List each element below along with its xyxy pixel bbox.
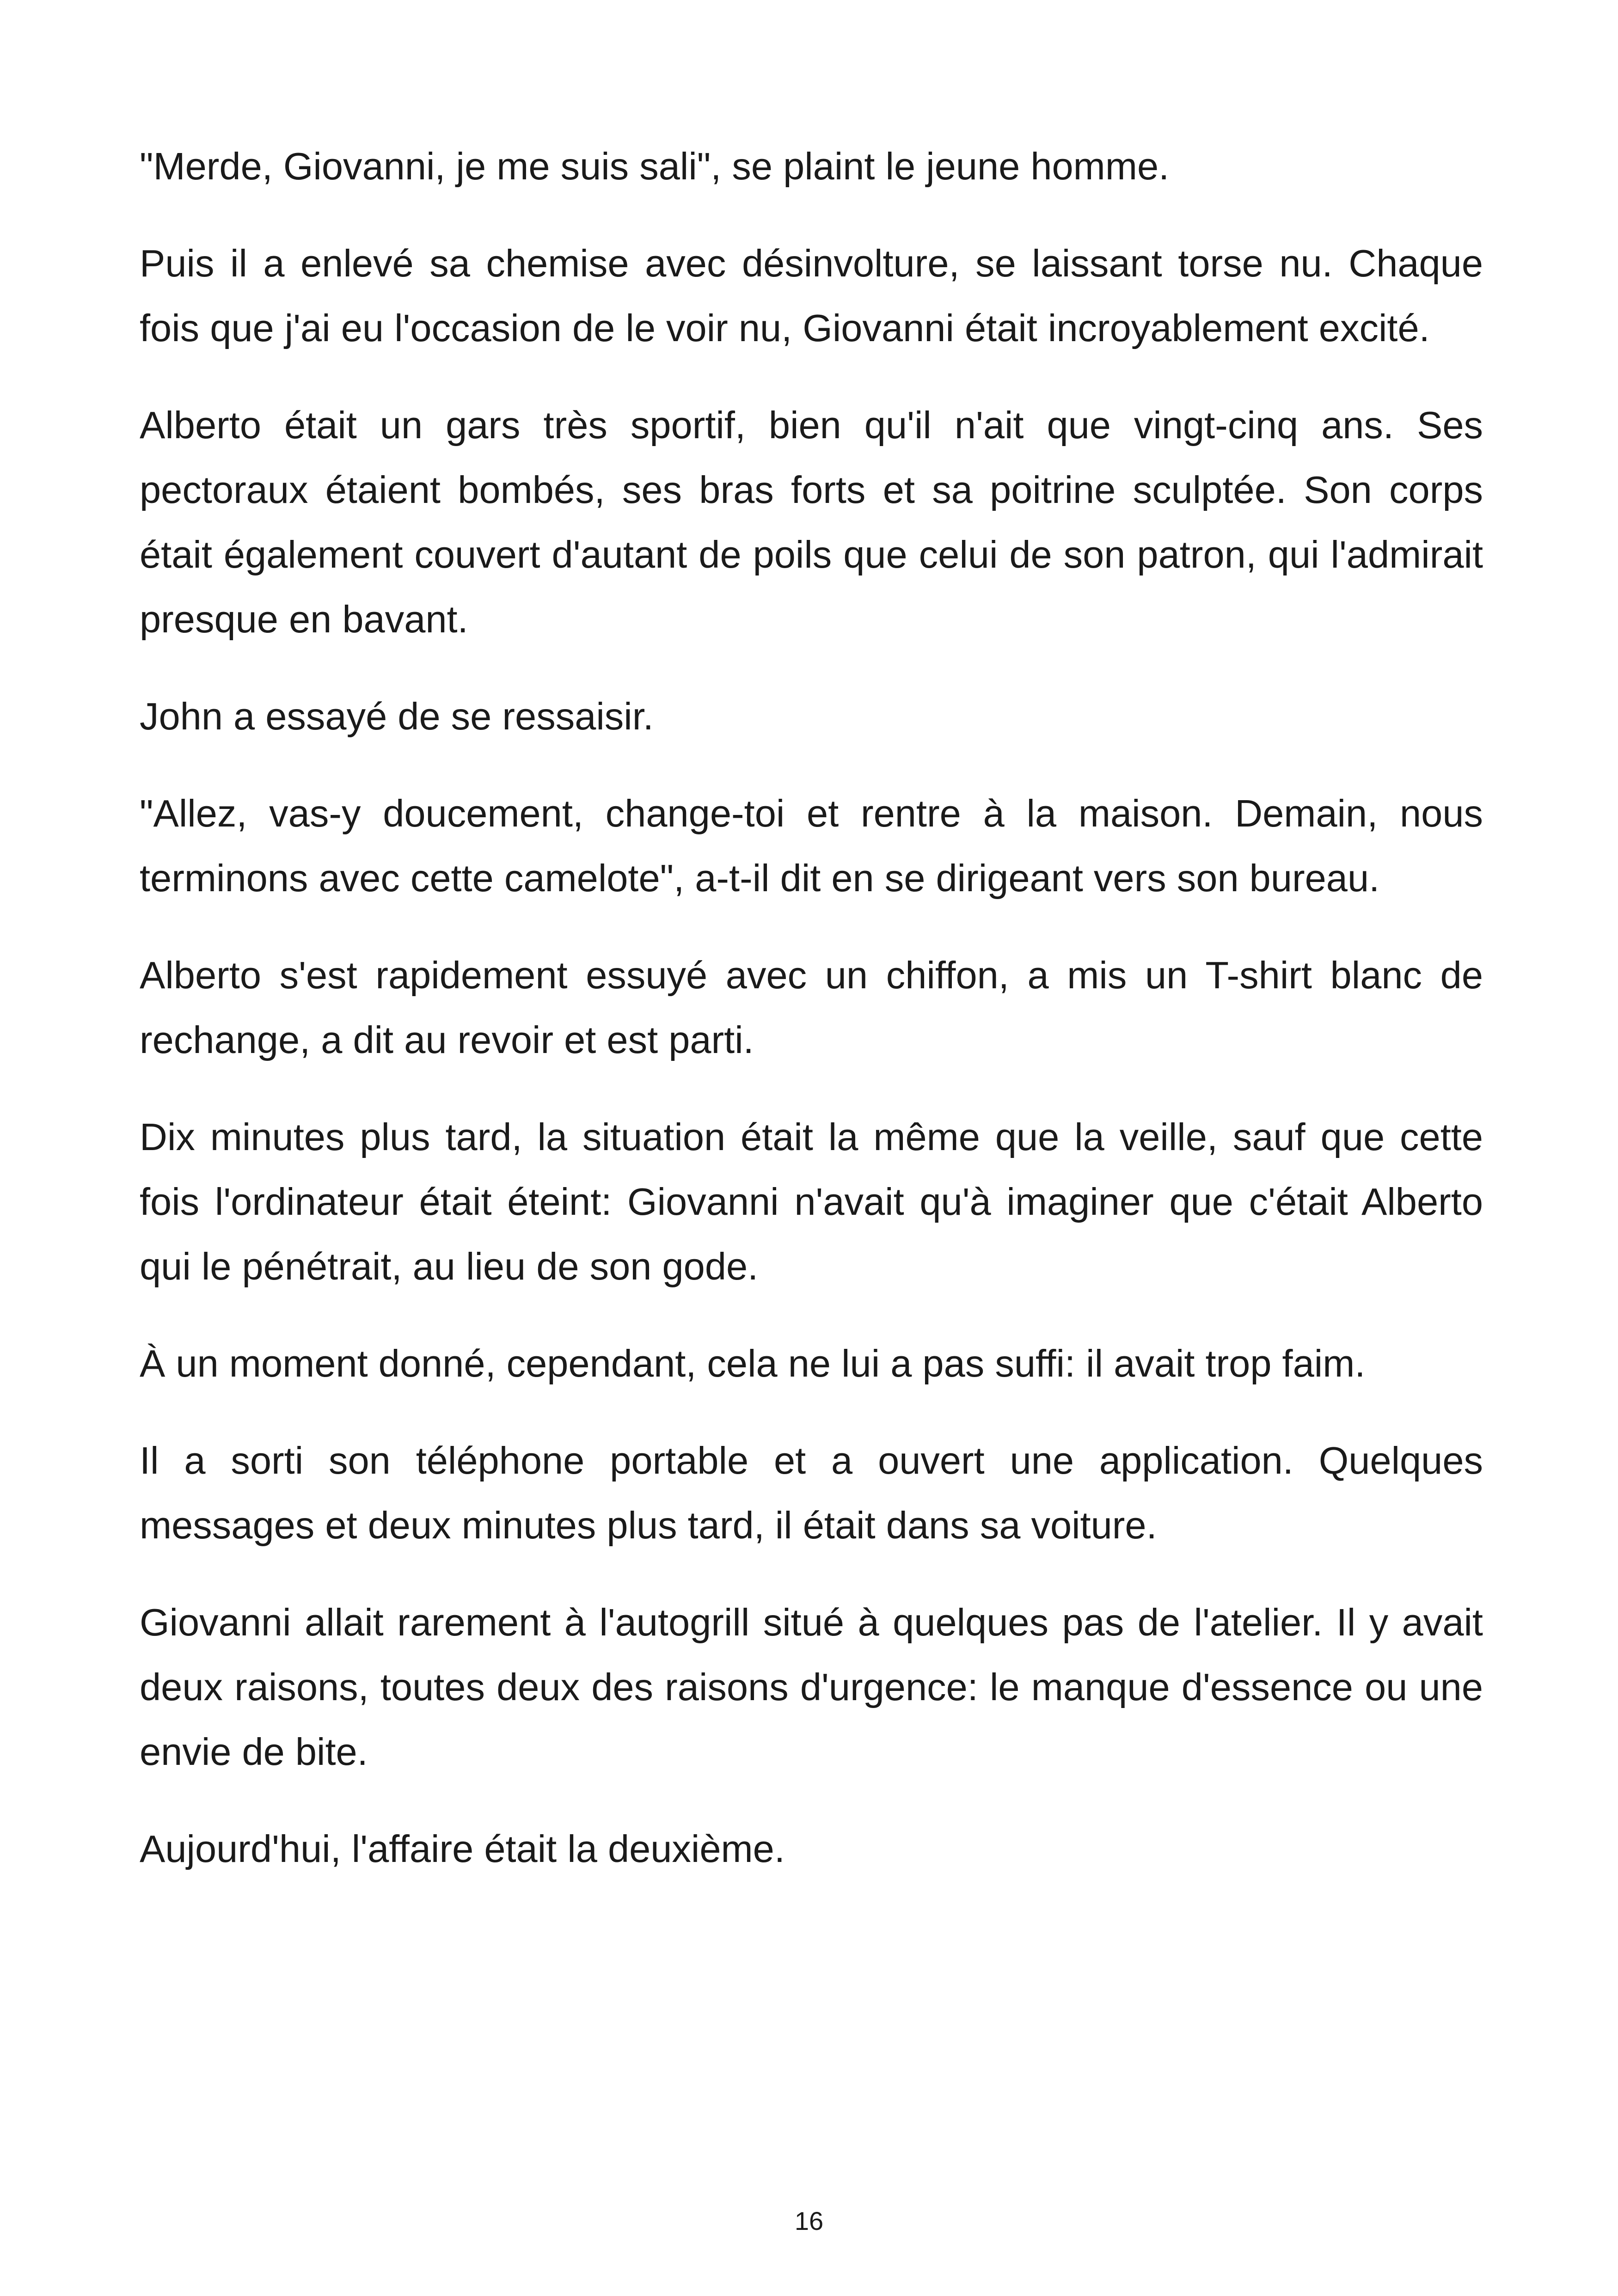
page-number: 16 [794, 2206, 824, 2235]
paragraph: Dix minutes plus tard, la situation était la même que la veille, sauf que cette fois l'ordinateur était éteint: Giovanni n'avait qu'à imaginer que c'était Alberto qui le pénétrait, au lieu de son gode. [140, 1115, 1483, 1288]
body-text [140, 134, 1483, 1914]
paragraph: Alberto était un gars très sportif, bien qu'il n'ait que vingt-cinq ans. Ses pectoraux étaient bombés, ses bras forts et sa poitrine sculptée. Son corps était également couvert d'autant de poils que celui de son patron, qui l'admirait presque en bavant. [140, 404, 1483, 641]
paragraph: John a essayé de se ressaisir. [140, 695, 654, 738]
paragraph: "Allez, vas-y doucement, change-toi et rentre à la maison. Demain, nous terminons avec cette camelote", a-t-il dit en se dirigeant vers son bureau. [140, 792, 1483, 900]
paragraph: Giovanni allait rarement à l'autogrill situé à quelques pas de l'atelier. Il y avait deux raisons, toutes deux des raisons d'urgence: le manque d'essence ou une envie de bite. [140, 1601, 1483, 1773]
paragraph: Alberto s'est rapidement essuyé avec un chiffon, a mis un T-shirt blanc de rechange, a dit au revoir et est parti. [140, 954, 1483, 1061]
paragraph: Il a sorti son téléphone portable et a ouvert une application. Quelques messages et deux minutes plus tard, il était dans sa voiture. [140, 1439, 1483, 1547]
paragraph: Puis il a enlevé sa chemise avec désinvolture, se laissant torse nu. Chaque fois que j'ai eu l'occasion de le voir nu, Giovanni était incroyablement excité. [140, 242, 1483, 349]
paragraph: "Merde, Giovanni, je me suis sali", se plaint le jeune homme. [140, 145, 1170, 188]
paragraph: Aujourd'hui, l'affaire était la deuxième. [140, 1827, 785, 1870]
paragraph: À un moment donné, cependant, cela ne lui a pas suffi: il avait trop faim. [140, 1342, 1366, 1385]
